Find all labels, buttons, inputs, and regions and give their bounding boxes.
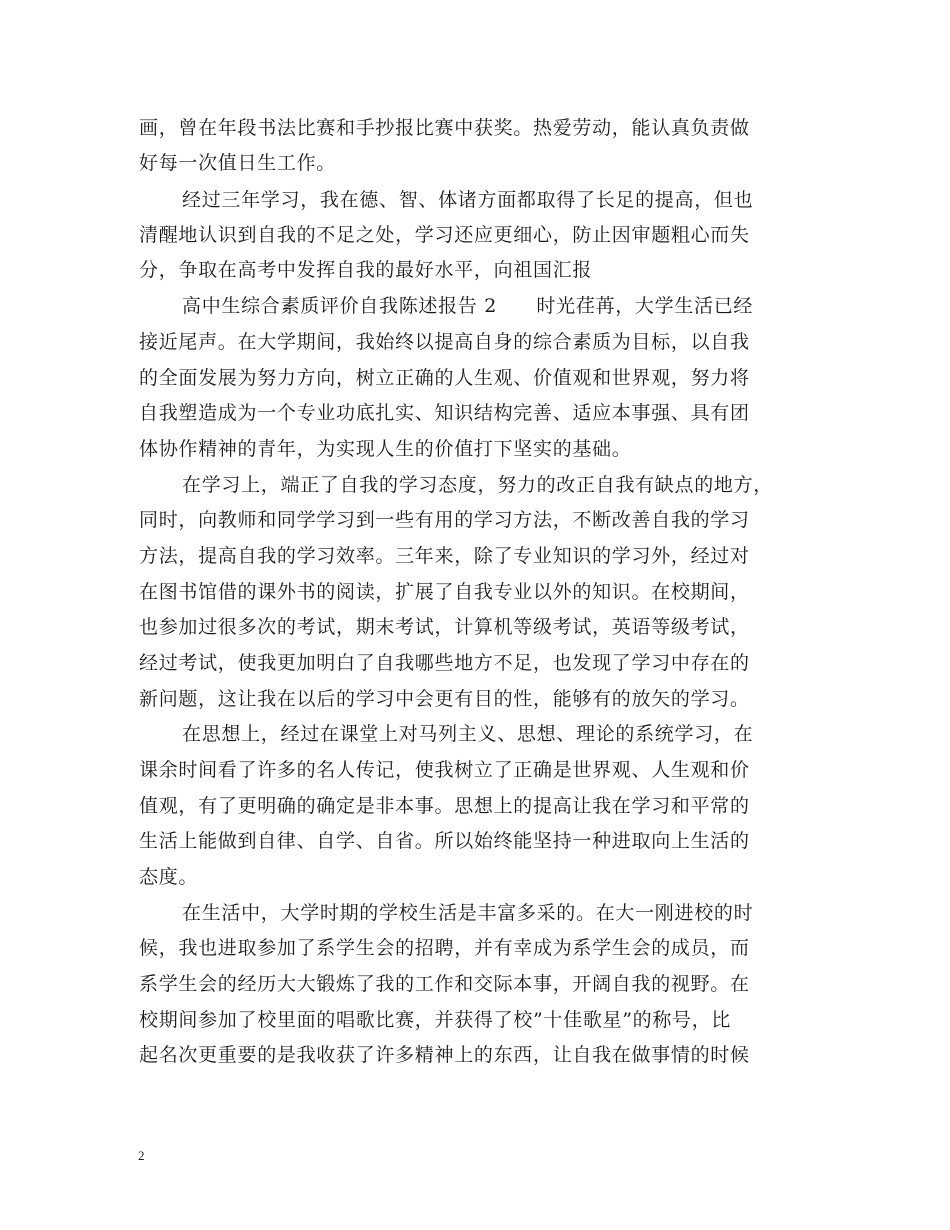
text-line: 好每一次值日生工作。 <box>139 152 337 174</box>
text-line: 值观，有了更明确的确定是非本事。思想上的提高让我在学习和平常的 <box>139 795 750 817</box>
page-number: 2 <box>138 1148 145 1163</box>
paragraph-first-line: 高中生综合素质评价自我陈述报告 2 时光荏苒，大学生活已经 <box>182 295 754 317</box>
paragraph-first-line: 在生活中，大学时期的学校生活是丰富多采的。在大一刚进校的时 <box>182 902 754 924</box>
text-line: 系学生会的经历大大锻炼了我的工作和交际本事，开阔自我的视野。在 <box>139 973 750 995</box>
paragraph-first-line: 在思想上，经过在课堂上对马列主义、思想、理论的系统学习，在 <box>182 723 754 745</box>
text-line: 态度。 <box>139 866 199 888</box>
text-line: 分，争取在高考中发挥自我的最好水平，向祖国汇报 <box>139 259 593 281</box>
paragraph-first-line: 经过三年学习，我在德、智、体诸方面都取得了长足的提高，但也 <box>182 189 754 211</box>
text-line: 校期间参加了校里面的唱歌比赛，并获得了校”十佳歌星”的称号，比 <box>139 1009 732 1031</box>
paragraph-first-line: 在学习上，端正了自我的学习态度，努力的改正自我有缺点的地方， <box>182 474 774 496</box>
text-line: 课余时间看了许多的名人传记，使我树立了正确是世界观、人生观和价 <box>139 759 750 781</box>
text-line: 方法，提高自我的学习效率。三年来，除了专业知识的学习外，经过对 <box>139 545 750 567</box>
text-line: 在图书馆借的课外书的阅读，扩展了自我专业以外的知识。在校期间， <box>139 581 750 603</box>
text-line: 接近尾声。在大学期间，我始终以提高自身的综合素质为目标，以自我 <box>139 331 750 353</box>
text-line: 起名次更重要的是我收获了许多精神上的东西，让自我在做事情的时候 <box>139 1044 750 1066</box>
text-line: 候，我也进取参加了系学生会的招聘，并有幸成为系学生会的成员，而 <box>139 937 750 959</box>
text-line: 画，曾在年段书法比赛和手抄报比赛中获奖。热爱劳动，能认真负责做 <box>139 117 750 139</box>
text-line: 也参加过很多次的考试，期末考试，计算机等级考试，英语等级考试， <box>139 616 750 638</box>
text-line: 生活上能做到自律、自学、自省。所以始终能坚持一种进取向上生活的 <box>139 830 750 852</box>
text-line: 新问题，这让我在以后的学习中会更有目的性，能够有的放矢的学习。 <box>139 688 750 710</box>
text-line: 清醒地认识到自我的不足之处，学习还应更细心，防止因审题粗心而失 <box>139 224 750 246</box>
text-line: 经过考试，使我更加明白了自我哪些地方不足，也发现了学习中存在的 <box>139 652 750 674</box>
text-line: 自我塑造成为一个专业功底扎实、知识结构完善、适应本事强、具有团 <box>139 402 750 424</box>
text-line: 同时，向教师和同学学习到一些有用的学习方法，不断改善自我的学习 <box>139 509 750 531</box>
text-line: 的全面发展为努力方向，树立正确的人生观、价值观和世界观，努力将 <box>139 367 750 389</box>
text-line: 体协作精神的青年，为实现人生的价值打下坚实的基础。 <box>139 438 632 460</box>
